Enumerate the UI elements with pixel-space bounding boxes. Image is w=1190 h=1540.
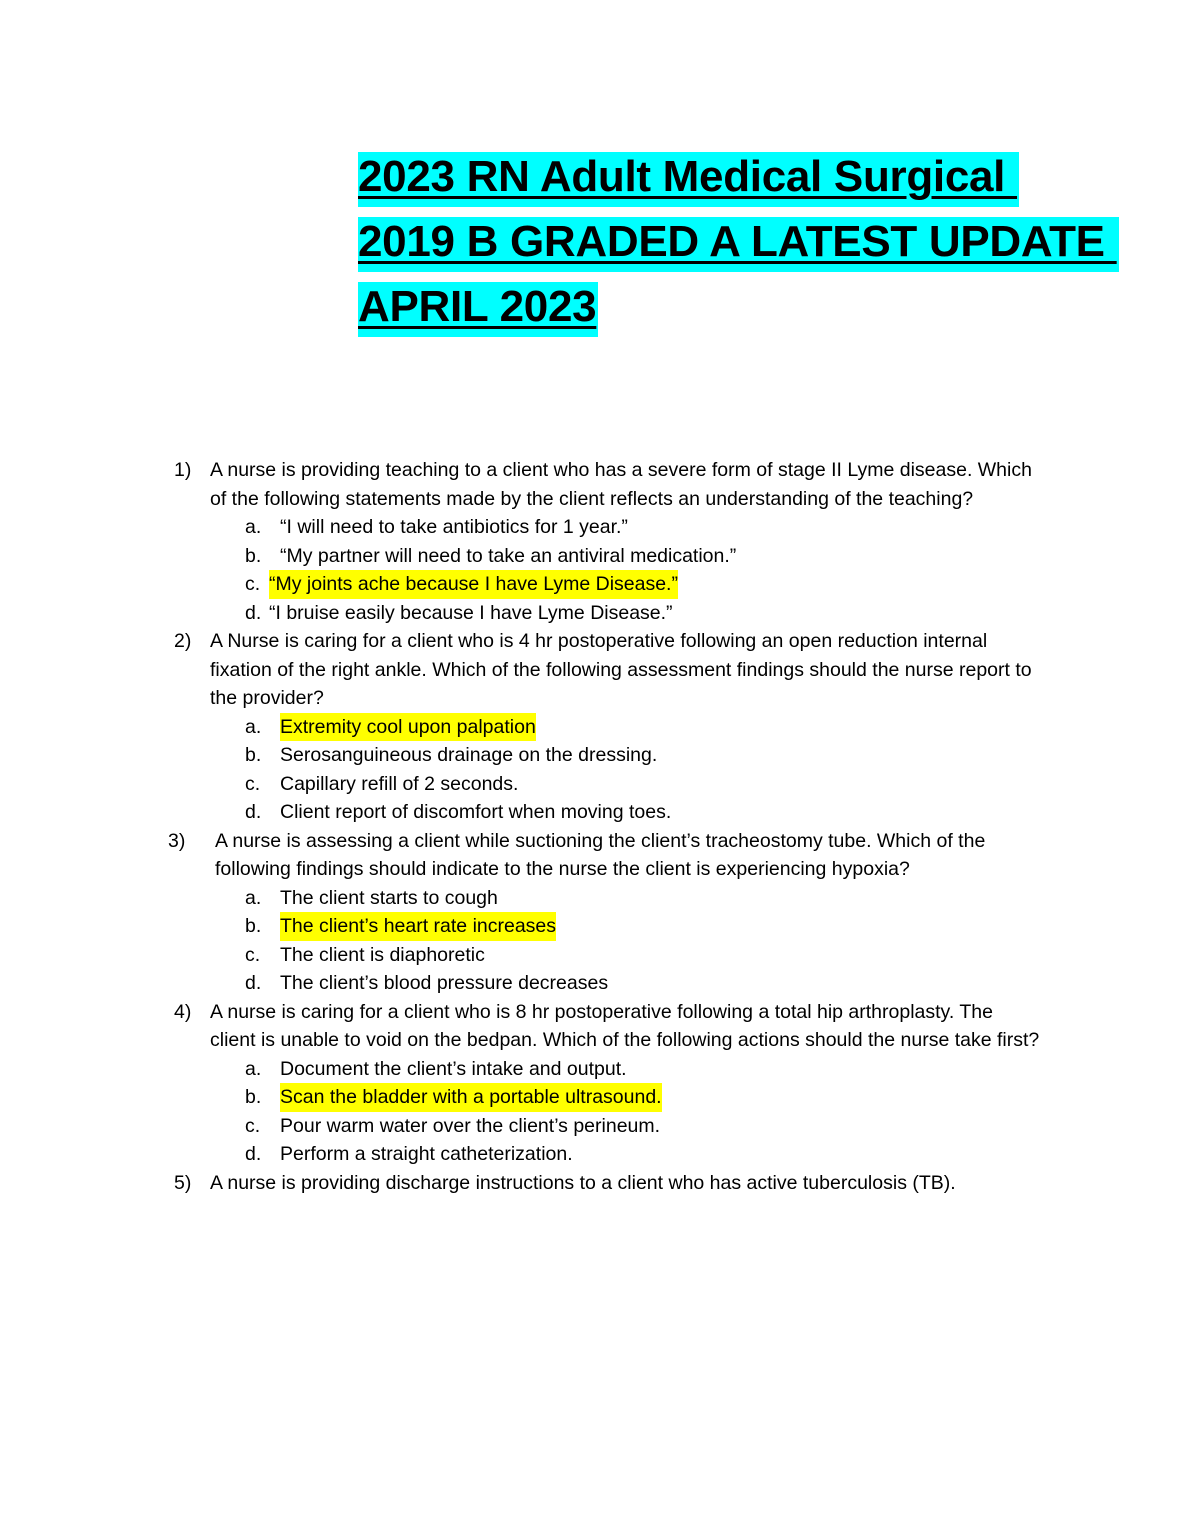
option-4d — [0, 1140, 1190, 1169]
option-letter: c. — [245, 943, 261, 966]
question-3 — [0, 827, 1190, 884]
option-3b — [0, 912, 1190, 941]
option-letter: a. — [245, 516, 262, 538]
option-text: “I will need to take antibiotics for 1 year.” — [280, 516, 628, 538]
option-1c — [0, 570, 1190, 599]
question-text: A nurse is providing teaching to a client who has a severe form of stage II Lyme disease. Which of the following statements made by the client reflects an understanding of the teaching? — [210, 459, 1032, 510]
option-1b — [0, 542, 1190, 571]
option-text-highlighted-answer: The client’s heart rate increases — [280, 912, 556, 941]
option-letter: b. — [245, 1086, 262, 1108]
option-text-highlighted-answer: Scan the bladder with a portable ultrasound. — [280, 1083, 662, 1112]
question-number: 5) — [174, 1171, 192, 1194]
option-text: Client report of discomfort when moving toes. — [280, 801, 672, 823]
title-line-2-text: 2019 B GRADED A LATEST UPDATE — [358, 217, 1119, 272]
question-number: 2) — [174, 630, 192, 652]
option-text-highlighted-answer: “My joints ache because I have Lyme Disease.” — [269, 570, 678, 599]
option-letter: a. — [245, 715, 262, 738]
option-letter: c. — [245, 573, 261, 595]
question-number: 3) — [168, 829, 186, 852]
document-title — [358, 144, 1158, 339]
option-text: Document the client’s intake and output. — [280, 1057, 627, 1080]
option-letter: b. — [245, 544, 262, 567]
option-text-highlighted-answer: Extremity cool upon palpation — [280, 713, 536, 742]
title-line-2 — [358, 209, 1158, 274]
option-text: “My partner will need to take an antiviral medication.” — [280, 544, 737, 567]
question-list — [0, 456, 1190, 1197]
option-2c — [0, 770, 1190, 799]
option-letter: b. — [245, 915, 262, 937]
question-1 — [0, 456, 1190, 513]
option-letter: c. — [245, 1114, 261, 1137]
question-text: A nurse is providing discharge instructions to a client who has active tuberculosis (TB). — [210, 1171, 956, 1194]
option-4a — [0, 1055, 1190, 1084]
option-text: The client is diaphoretic — [280, 943, 485, 966]
question-number: 4) — [174, 1000, 192, 1023]
option-4c — [0, 1112, 1190, 1141]
option-letter: b. — [245, 744, 262, 766]
option-letter: c. — [245, 772, 261, 795]
option-4b — [0, 1083, 1190, 1112]
title-line-3-text: APRIL 2023 — [358, 282, 598, 337]
question-5 — [0, 1169, 1190, 1198]
question-text: A nurse is assessing a client while suctioning the client’s tracheostomy tube. Which of the following findings should indicate to the nurse the client is experiencing hypoxia? — [215, 829, 986, 880]
option-text: The client’s blood pressure decreases — [280, 972, 609, 994]
option-1d — [0, 599, 1190, 628]
question-number: 1) — [174, 459, 192, 481]
question-2 — [0, 627, 1190, 713]
option-text: Perform a straight catheterization. — [280, 1143, 573, 1165]
option-1a — [0, 513, 1190, 542]
title-line-3 — [358, 274, 1158, 339]
question-text: A nurse is caring for a client who is 8 hr postoperative following a total hip arthroplasty. The client is unable to void on the bedpan. Which of the following actions should the nurse take first? — [210, 1000, 1040, 1051]
title-line-1-text: 2023 RN Adult Medical Surgical — [358, 152, 1019, 207]
option-3a — [0, 884, 1190, 913]
option-text: “I bruise easily because I have Lyme Disease.” — [269, 601, 673, 624]
option-letter: d. — [245, 1143, 262, 1165]
option-2d — [0, 798, 1190, 827]
question-4 — [0, 998, 1190, 1055]
option-text: Serosanguineous drainage on the dressing. — [280, 744, 658, 766]
option-letter: d. — [245, 801, 262, 823]
option-text: The client starts to cough — [280, 886, 498, 909]
option-letter: d. — [245, 601, 262, 624]
title-line-1 — [358, 144, 1158, 209]
option-3d — [0, 969, 1190, 998]
option-text: Pour warm water over the client’s perineum. — [280, 1114, 661, 1137]
question-text: A Nurse is caring for a client who is 4 hr postoperative following an open reduction internal fixation of the right ankle. Which of the following assessment findings should the nurse report to the provider? — [210, 630, 1032, 709]
option-letter: a. — [245, 1057, 262, 1080]
option-3c — [0, 941, 1190, 970]
option-2b — [0, 741, 1190, 770]
option-letter: a. — [245, 886, 262, 909]
option-2a — [0, 713, 1190, 742]
option-letter: d. — [245, 972, 262, 994]
option-text: Capillary refill of 2 seconds. — [280, 772, 519, 795]
